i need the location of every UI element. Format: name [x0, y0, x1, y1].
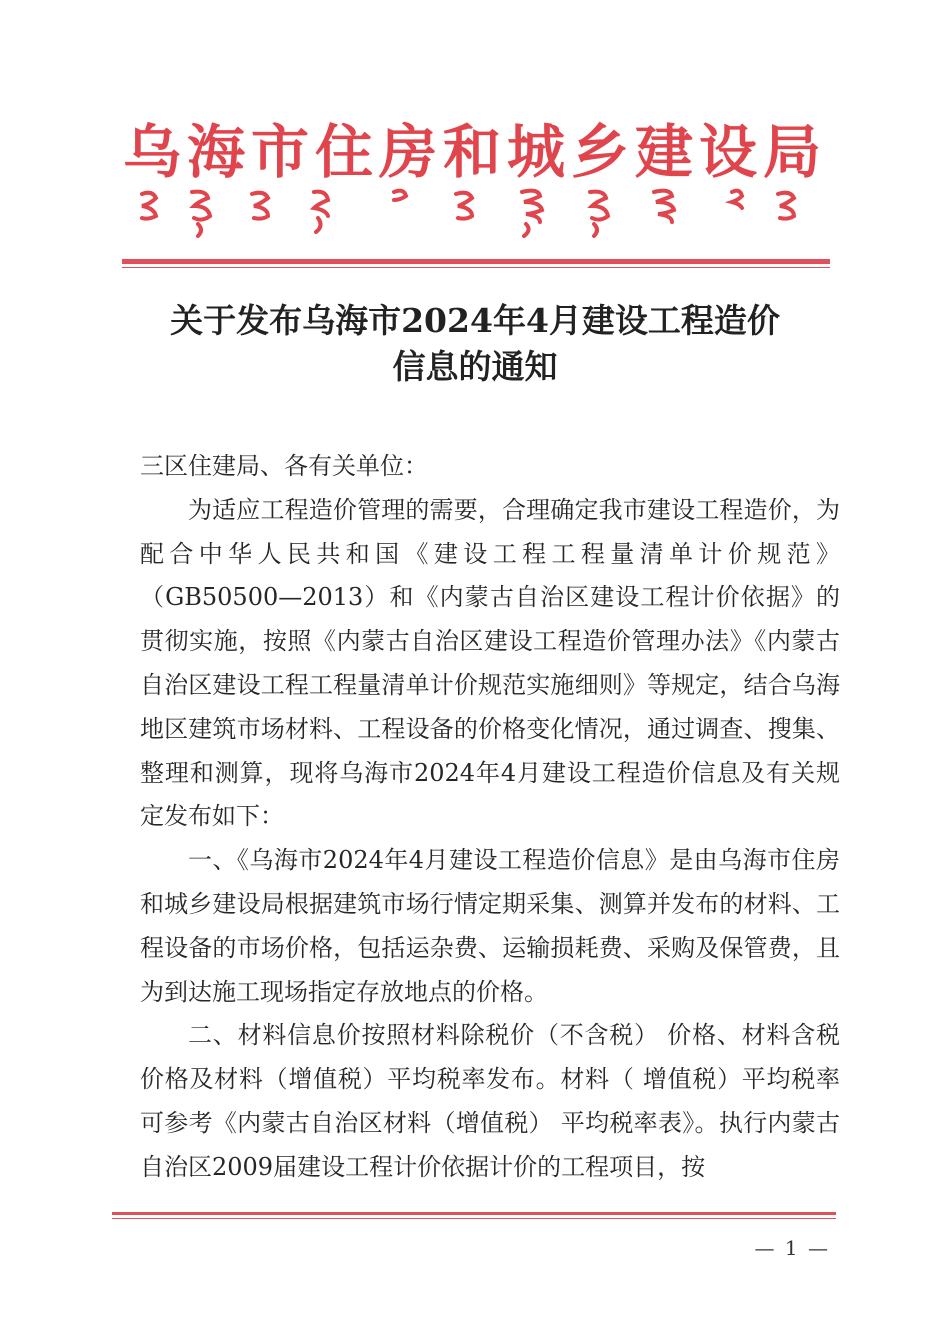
page-number: — 1 — — [754, 1236, 830, 1260]
paragraph: 为适应工程造价管理的需要，合理确定我市建设工程造价，为配合中华人民共和国《建设工程工程量清单计价规范》（GB50500—2013）和《内蒙古自治区建设工程计价依据》的贯彻实施，按照《内蒙古自治区建设工程造价管理办法》《内蒙古自治区建设工程工程量清单计价规范实施细则》等规定，结合乌海地区建筑市场材料、工程设备的价格变化情况，通过调查、搜集、整理和测算，现将乌海市2024年4月建设工程造价信息及有关规定发布如下： — [140, 495, 840, 831]
mongolian-script-logo — [128, 184, 828, 242]
salutation: 三区住建局、各有关单位： — [140, 452, 428, 480]
org-name-header: 乌海市住房和城乡建设局 — [122, 118, 827, 186]
document-title — [120, 298, 830, 390]
paragraph: 一、《乌海市2024年4月建设工程造价信息》是由乌海市住房和城乡建设局根据建筑市场行情定期采集、测算并发布的材料、工程设备的市场价格，包括运杂费、运输损耗费、采购及保管费，且为到达施工现场指定存放地点的价格。 — [140, 846, 840, 1006]
header-divider — [122, 259, 830, 264]
document-body — [140, 445, 840, 1190]
paragraph: 二、材料信息价按照材料除税价（不含税） 价格、材料含税价格及材料（增值税）平均税率发布。材料（ 增值税）平均税率可参考《内蒙古自治区材料（增值税） 平均税率表》。执行内蒙古自治区2009届建设工程计价依据计价的工程项目，按 — [140, 1021, 840, 1181]
title-line-1: 关于发布乌海市2024年4月建设工程造价 — [170, 301, 780, 340]
title-line-2: 信息的通知 — [392, 347, 558, 386]
footer-divider — [112, 1212, 836, 1215]
